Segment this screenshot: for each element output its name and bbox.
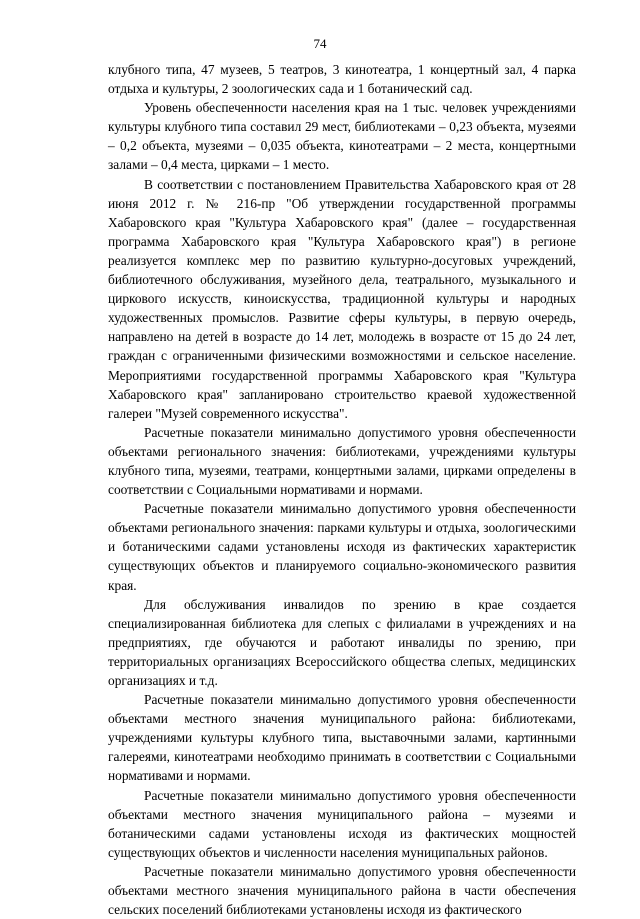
paragraph-provision-level: Уровень обеспеченности населения края на 1 тыс. человек учреждениями культуры клубного типа составил 29 мест, библиотеками – 0,23 объекта, музеями – 0,2 объекта, музеями – 0,035 объекта, кинотеатрами – 2 места, концертными залами – 0,4 места, цирками – 1 место.: [108, 100, 576, 173]
paragraph-blind-library: Для обслуживания инвалидов по зрению в крае создается специализированная библиотека для слепых с филиалами в учреждениях и на предприятиях, где обучаются и работают инвалиды по зрению, при территориальных организациях Всероссийского общества слепых, медицинских организациях и т.д.: [108, 596, 576, 688]
paragraph-continuation: клубного типа, 47 музеев, 5 театров, 3 кинотеатра, 1 концертный зал, 4 парка отдыха и культуры, 2 зоологических сада и 1 ботанический сад.: [108, 62, 576, 97]
paragraph-regional-indicators-libraries: Расчетные показатели минимально допустимого уровня обеспеченности объектами регионального значения: библиотеками, учреждениями культуры клубного типа, музеями, театрами, концертными залами, цирками определены в соответствии с Социальными нормативами и нормами.: [108, 424, 576, 498]
paragraph-municipal-indicators-museums: Расчетные показатели минимально допустимого уровня обеспеченности объектами местного значения муниципального района – музеями и ботаническими садами установлены исходя из фактических мощностей существующих объектов и численности населения муниципальных районов.: [108, 787, 576, 860]
paragraph-state-program: В соответствии с постановлением Правительства Хабаровского края от 28 июня 2012 г. № 216-пр "Об утверждении государственной программы Хабаровского края "Культура Хабаровского края" (далее – государственная программа Хабаровского края "Культура Хабаровского края") в регионе реализуется комплекс мер по развитию культурно-досуговых учреждений, библиотечного обслуживания, музейного дела, театрального, музыкального и циркового искусств, киноискусства, традиционной культуры и народных художественных промыслов. Развитие сферы культуры, в первую очередь, направлено на детей в возрасте до 14 лет, молодежь в возрасте от 15 до 24 лет, граждан с ограниченными физическими возможностями и сельское население. Мероприятиями государственной программы Хабаровского края "Культура Хабаровского края" запланировано строительство краевой художественной галереи "Музей современного искусства".: [108, 176, 576, 421]
paragraph-regional-indicators-parks: Расчетные показатели минимально допустимого уровня обеспеченности объектами регионального значения: парками культуры и отдыха, зоологическими и ботаническими садами установлены исходя из фактических характеристик существующих объектов и планируемого социально-экономического развития края.: [108, 501, 576, 593]
paragraph-municipal-indicators-rural: Расчетные показатели минимально допустимого уровня обеспеченности объектами местного значения муниципального района в части обеспечения сельских поселений библиотеками установлены исходя из фактического: [108, 863, 576, 918]
paragraph-municipal-indicators-libraries: Расчетные показатели минимально допустимого уровня обеспеченности объектами местного значения муниципального района: библиотеками, учреждениями культуры клубного типа, выставочными залами, картинными галереями, кинотеатрами необходимо принимать в соответствии с Социальными нормативами и нормами.: [108, 692, 576, 784]
document-body: [108, 60, 576, 919]
page-number: 74: [313, 36, 327, 51]
